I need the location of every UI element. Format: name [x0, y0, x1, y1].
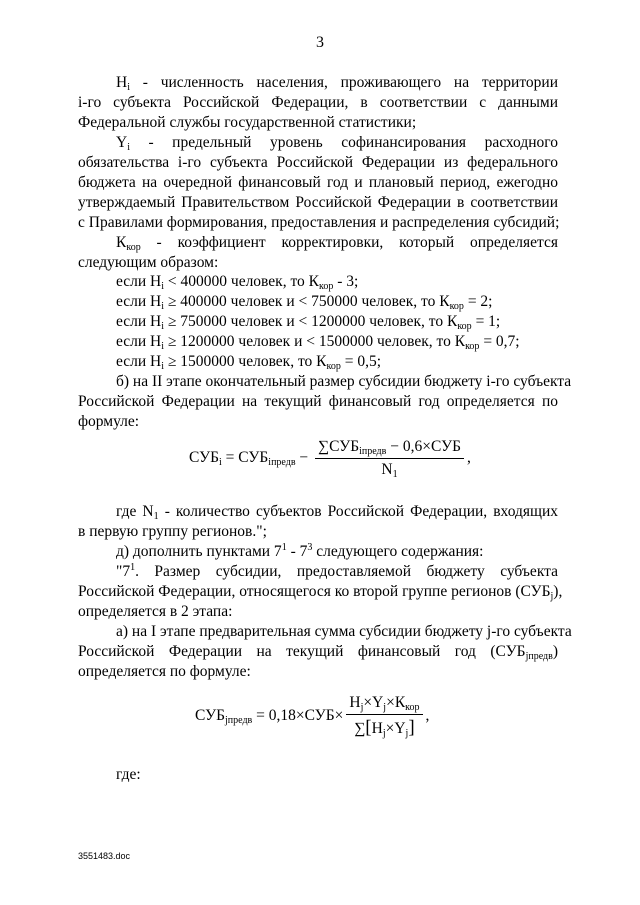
condition-line: если $H_i \ge 750000$ человек и < 1200000 человек, то $К_{кор} = 1$;: [116, 313, 501, 332]
condition-line: если $H_i \ge 400000$ человек и < 750000 человек, то $К_{кор} = 2$;: [116, 293, 493, 312]
text-line: "$7^1$. Размер субсидии, предоставляемой бюджету субъекта: [116, 562, 558, 580]
text-line: где $N_1$ - количество субъектов Российской Федерации, входящих: [116, 503, 559, 522]
text-line: д) дополнить пунктами $7^1 - 7^3$ следующего содержания:: [116, 542, 484, 560]
text-line: Федеральной службы государственной статистики;: [78, 114, 417, 131]
text-line: где:: [116, 766, 141, 783]
text-line: определяется по формуле:: [78, 663, 251, 680]
text-line: в первую группу регионов.";: [78, 523, 267, 540]
text-line: с Правилами формирования, предоставления и распределения субсидий;: [78, 214, 560, 231]
text-line: $Y_i$ - предельный уровень софинансирования расходного: [116, 134, 558, 153]
text-line: Российской Федерации, относящегося ко второй группе регионов $(СУБ_j)$,: [78, 583, 563, 602]
formula-sub-i: $СУБ_i = СУБ_{iпредв}$ − $\frac{\sum СУБ_{iпредв} - 0,6\times СУБ}{N_1}$ ,: [189, 438, 471, 480]
text-line: утверждаемый Правительством Российской Федерации в соответствии: [78, 194, 558, 211]
text-line: Российской Федерации на текущий финансовый год $(СУБ_{jпредв})$: [78, 643, 558, 662]
text-line: $К_{кор}$ - коэффициент корректировки, который определяется: [116, 234, 558, 253]
text-line: следующим образом:: [78, 254, 219, 271]
condition-line: если $H_i \ge 1500000$ человек, то $К_{кор} = 0,5$;: [116, 353, 382, 372]
file-name-footer: 3551483.doc: [78, 851, 131, 861]
text-line: определяется в 2 этапа:: [78, 603, 233, 620]
formula-sub-j-predv: $СУБ_{jпредв} = 0,18\times СУБ\times$ $\frac{H_j\times Y_j\times К_{кор}}{\sum[H_j\times Y_j]}$ ,: [195, 694, 430, 739]
condition-line: если $H_i < 400000$ человек, то $К_{кор} - 3$;: [116, 273, 359, 292]
text-line: а) на I этапе предварительная сумма субсидии бюджету j-го субъекта: [116, 623, 572, 640]
formula-fraction: $\frac{\sum СУБ_{iпредв} - 0,6\times СУБ}{N_1}$: [315, 438, 464, 479]
text-line: Российской Федерации на текущий финансовый год определяется по: [78, 393, 558, 410]
text-line: $H_i$ - численность населения, проживающего на территории: [116, 74, 558, 93]
text-line: бюджета на очередной финансовый год и плановый период, ежегодно: [78, 174, 558, 191]
text-line: б) на II этапе окончательный размер субсидии бюджету i-го субъекта: [116, 373, 572, 390]
condition-line: если $H_i \ge 1200000$ человек и < 1500000 человек, то $К_{кор} = 0,7$;: [116, 333, 520, 352]
text-line: формуле:: [78, 413, 140, 430]
page-number: 3: [316, 34, 324, 51]
formula-fraction: $\frac{H_j\times Y_j\times К_{кор}}{\sum[H_j\times Y_j]}$: [346, 694, 422, 739]
text-line: обязательства i-го субъекта Российской Федерации из федерального: [78, 154, 558, 171]
text-line: i-го субъекта Российской Федерации, в соответствии с данными: [78, 94, 558, 111]
